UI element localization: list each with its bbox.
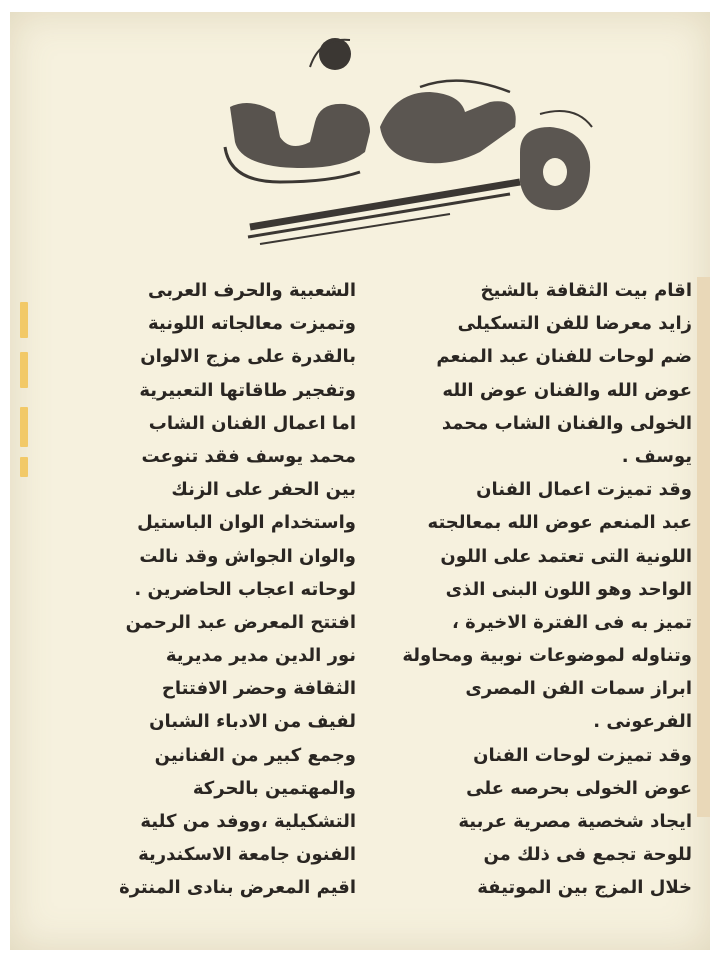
text-line: عوض الله والفنان عوض الله	[442, 379, 692, 401]
text-line: الواحد وهو اللون البنى الذى	[445, 578, 692, 600]
text-line: بالقدرة على مزج الالوان	[140, 346, 356, 368]
text-line: زايد معرضا للفن التسكيلى	[457, 313, 692, 335]
article-title-logo	[220, 32, 600, 247]
paper-tab	[20, 352, 28, 388]
text-line: وقد تميزت لوحات الفنان	[473, 744, 692, 766]
text-line: التشكيلية ،ووفد من كلية	[140, 811, 356, 832]
text-line: الفنون جامعة الاسكندرية	[138, 844, 356, 866]
text-line: اما اعمال الفنان الشاب	[148, 412, 356, 434]
text-line: ضم لوحات للفنان عبد المنعم	[436, 346, 692, 368]
paper-tab	[20, 457, 28, 477]
text-line: اقام بيت الثقافة بالشيخ	[480, 280, 692, 301]
text-line: اللونية التى تعتمد على اللون	[440, 545, 692, 567]
text-line: وقد تميزت اعمال الفنان	[476, 479, 692, 501]
text-line: ابراز سمات الفن المصرى	[465, 678, 692, 700]
newspaper-clipping	[10, 12, 710, 950]
paper-tab	[20, 302, 28, 338]
text-line: نور الدين مدير مديرية	[165, 645, 356, 667]
text-line: عوض الخولى بحرصه على	[466, 777, 692, 799]
text-line: خلال المزج بين الموتيفة	[477, 877, 692, 899]
text-line: الشعبية والحرف العربى	[147, 280, 356, 301]
text-line: الثقافة وحضر الافتتاح	[161, 678, 356, 700]
text-line: اقيم المعرض بنادى المنترة	[119, 877, 356, 899]
text-line: والمهتمين بالحركة	[192, 777, 356, 799]
text-line: وجمع كبير من الفنانين	[154, 744, 356, 766]
text-line: تميز به فى الفترة الاخيرة ،	[452, 611, 692, 633]
text-line: افتتح المعرض عبد الرحمن	[125, 611, 356, 633]
text-line: الخولى والفنان الشاب محمد	[441, 412, 692, 434]
text-line: عبد المنعم عوض الله بمعالجته	[427, 512, 692, 534]
paper-edge-shadow	[697, 277, 710, 817]
text-line: وتفجير طاقاتها التعبيرية	[139, 379, 356, 401]
text-line: واستخدام الوان الباستيل	[137, 512, 356, 534]
text-line: والوان الجواش وقد نالت	[139, 545, 356, 567]
text-line: محمد يوسف فقد تنوعت	[141, 445, 356, 467]
paper-tab	[20, 407, 28, 447]
text-line: ايجاد شخصية مصرية عربية	[458, 811, 692, 832]
text-line: لوحاته اعجاب الحاضرين .	[134, 578, 356, 600]
text-line: الفرعونى .	[593, 711, 692, 733]
article-column-right	[386, 274, 692, 905]
text-line: بين الحفر على الزنك	[171, 479, 356, 501]
article-column-left	[38, 274, 356, 905]
text-line: وتميزت معالجاته اللونية	[148, 313, 356, 335]
text-line: لفيف من الادباء الشبان	[149, 711, 356, 733]
text-line: يوسف .	[621, 445, 692, 467]
text-line: للوحة تجمع فى ذلك من	[483, 844, 692, 866]
text-line: وتناوله لموضوعات نوبية ومحاولة	[402, 645, 692, 667]
